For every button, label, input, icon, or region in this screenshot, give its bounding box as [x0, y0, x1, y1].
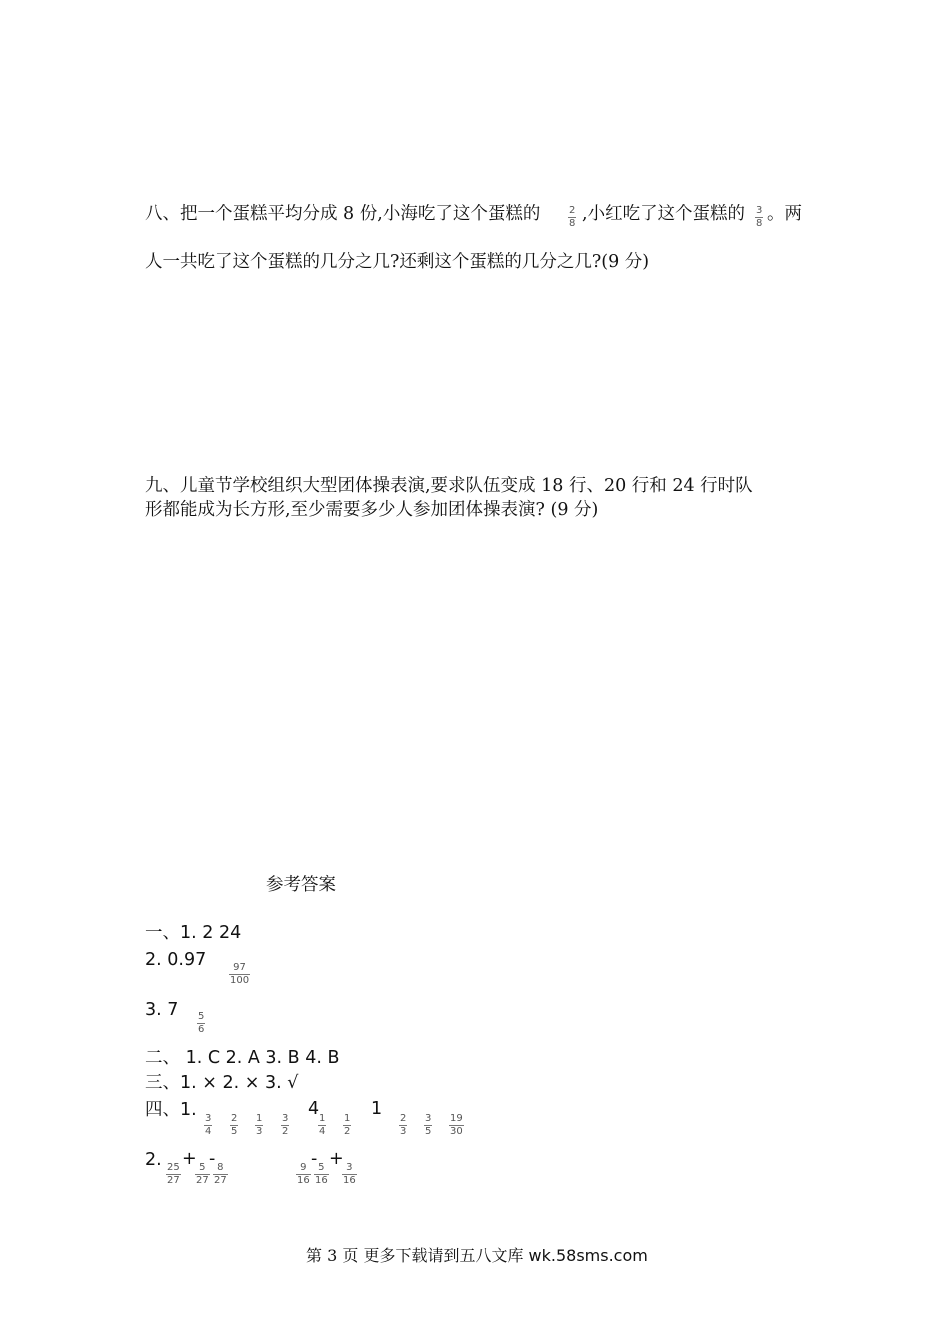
plus-operator-2: + — [329, 1149, 344, 1169]
fraction-5-6: 5 6 — [198, 1011, 205, 1035]
integer-4: 4 — [308, 1099, 320, 1119]
fraction-3-16: 3 16 — [343, 1162, 356, 1186]
fraction-3-8: 3 8 — [756, 205, 763, 229]
answer-2-line: 二、 1. C 2. A 3. B 4. B — [145, 1048, 340, 1068]
fraction-25-27: 25 27 — [167, 1162, 180, 1186]
answer-4-line-1: 四、1. — [145, 1100, 197, 1120]
page-footer: 第 3 页 更多下载请到五八文库 wk.58sms.com — [306, 1246, 648, 1265]
fraction-1-3: 1 3 — [256, 1113, 263, 1137]
fraction-5-27: 5 27 — [196, 1162, 209, 1186]
answer-1-line-3: 3. 7 — [145, 1000, 179, 1020]
integer-1: 1 — [371, 1099, 383, 1119]
fraction-97-100: 97 100 — [230, 962, 250, 986]
fraction-3-5: 3 5 — [425, 1113, 432, 1137]
question-9-line-1: 九、儿童节学校组织大型团体操表演,要求队伍变成 18 行、20 行和 24 行时队 — [145, 476, 753, 496]
fraction-8-27: 8 27 — [214, 1162, 227, 1186]
fraction-2-3: 2 3 — [400, 1113, 407, 1137]
q8-text-c: 。两 — [767, 204, 802, 224]
fraction-1-4: 1 4 — [319, 1113, 326, 1137]
fraction-19-30: 19 30 — [450, 1113, 463, 1137]
fraction-1-2: 1 2 — [344, 1113, 351, 1137]
fraction-2-8: 2 8 — [569, 205, 576, 229]
answer-3-line: 三、1. × 2. × 3. √ — [145, 1073, 299, 1093]
plus-operator: + — [182, 1149, 197, 1169]
fraction-5-16: 5 16 — [315, 1162, 328, 1186]
fraction-3-4: 3 4 — [205, 1113, 212, 1137]
q8-text-b: ,小红吃了这个蛋糕的 — [582, 204, 746, 224]
footer-link[interactable]: wk.58sms.com — [528, 1246, 648, 1265]
minus-operator: - — [209, 1149, 216, 1169]
fraction-3-2: 3 2 — [282, 1113, 289, 1137]
question-8-line-1 — [145, 202, 540, 226]
question-9-line-2: 形都能成为长方形,至少需要多少人参加团体操表演? (9 分) — [145, 500, 599, 520]
answers-title: 参考答案 — [266, 875, 336, 895]
question-8-line-2: 人一共吃了这个蛋糕的几分之几?还剩这个蛋糕的几分之几?(9 分) — [145, 252, 650, 272]
minus-operator-2: - — [311, 1149, 318, 1169]
q8-text-a: 八、把一个蛋糕平均分成 8 份,小海吃了这个蛋糕的 — [145, 204, 541, 224]
answer-4-line-2: 2. — [145, 1150, 162, 1170]
answer-1-line-1: 一、1. 2 24 — [145, 923, 242, 943]
fraction-9-16: 9 16 — [297, 1162, 310, 1186]
fraction-2-5: 2 5 — [231, 1113, 238, 1137]
answer-1-line-2: 2. 0.97 — [145, 950, 207, 970]
